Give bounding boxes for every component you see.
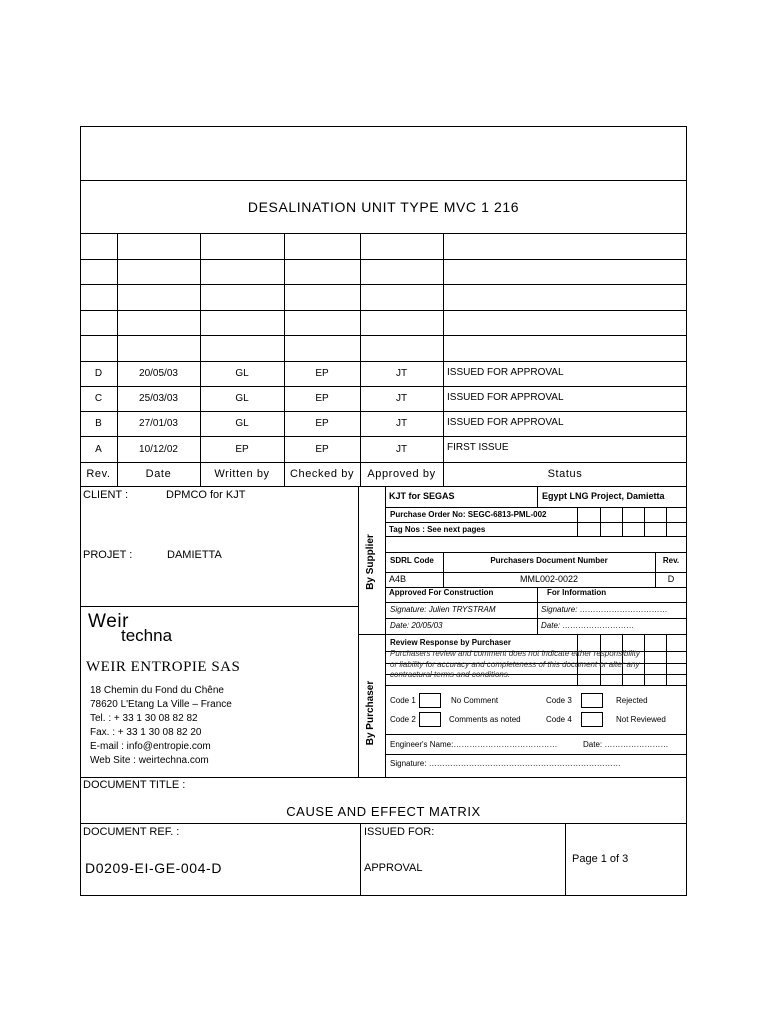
divider [385, 685, 687, 686]
client-label: CLIENT : [83, 489, 129, 501]
written-cell: GL [235, 393, 249, 404]
egypt-project-label: Egypt LNG Project, Damietta [542, 491, 665, 501]
rev-cell: D [94, 368, 103, 379]
projet-value: DAMIETTA [167, 549, 222, 561]
divider [385, 572, 687, 573]
by-purchaser-label: By Purchaser [365, 680, 376, 746]
divider [80, 823, 687, 824]
code1-label: Code 1 [390, 696, 416, 705]
address-line: 18 Chemin du Fond du Chêne [90, 685, 224, 696]
approved-for-construction-label: Approved For Construction [389, 588, 494, 597]
status-cell: ISSUED FOR APPROVAL [447, 367, 564, 378]
divider [537, 587, 538, 634]
divider [443, 233, 444, 486]
divider [80, 386, 687, 387]
logo-techna: techna [121, 626, 173, 645]
client-value: DPMCO for KJT [166, 489, 246, 501]
signature-information: Signature: …………………………… [541, 605, 668, 614]
divider [358, 634, 687, 635]
divider [80, 335, 687, 336]
issued-for-label: ISSUED FOR: [364, 826, 435, 838]
engineer-date-line: Date: …………………… [583, 740, 669, 749]
review-disclaimer-line: contractural terms and conditions. [390, 670, 511, 679]
date-cell: 25/03/03 [139, 393, 178, 404]
divider [80, 436, 687, 437]
divider [80, 486, 687, 487]
divider [80, 259, 687, 260]
document-title: CAUSE AND EFFECT MATRIX [286, 804, 481, 819]
company-name: WEIR ENTROPIE SAS [86, 659, 241, 675]
divider [360, 823, 361, 895]
purchasers-document-value: MML002-0022 [519, 574, 579, 584]
divider [385, 602, 687, 603]
divider [80, 361, 687, 362]
date-information: Date: ……………………… [541, 621, 635, 630]
divider [385, 552, 687, 553]
divider [80, 310, 687, 311]
header-checked: Checked by [289, 468, 355, 480]
sdrl-code-header: SDRL Code [390, 556, 434, 565]
sdrl-code-value: A4B [389, 574, 407, 584]
divider [666, 507, 667, 536]
divider [80, 180, 687, 181]
document-ref: D0209-EI-GE-004-D [85, 860, 223, 876]
issued-for-value: APPROVAL [364, 862, 423, 874]
purchasers-document-header: Purchasers Document Number [490, 556, 608, 565]
purchase-order-label: Purchase Order No: SEGC-6813-PML-002 [390, 510, 547, 519]
divider [565, 823, 566, 895]
divider [80, 233, 687, 234]
divider [577, 507, 578, 536]
divider [385, 754, 687, 755]
date-supplier: Date: 20/05/03 [390, 621, 443, 630]
divider [600, 507, 601, 536]
status-cell: ISSUED FOR APPROVAL [447, 392, 564, 403]
date-cell: 27/01/03 [139, 418, 178, 429]
page-number: Page 1 of 3 [572, 853, 629, 865]
date-cell: 10/12/02 [139, 444, 178, 455]
address-line: Tel. : + 33 1 30 08 82 82 [90, 713, 198, 724]
document-title-label: DOCUMENT TITLE : [83, 779, 186, 791]
rejected-label: Rejected [616, 696, 648, 705]
checked-cell: EP [315, 368, 329, 379]
rev-cell: A [95, 444, 102, 455]
document-ref-label: DOCUMENT REF. : [83, 826, 180, 838]
header-rev: Rev. [86, 468, 111, 480]
logo-weir: Weir [88, 611, 130, 632]
code3-checkbox[interactable] [581, 693, 603, 708]
checked-cell: EP [315, 393, 329, 404]
rev-cell: C [94, 393, 103, 404]
address-line: E-mail : info@entropie.com [90, 741, 211, 752]
rev-cell: B [95, 418, 102, 429]
address-line: 78620 L'Etang La Ville – France [90, 699, 232, 710]
divider [385, 522, 687, 523]
divider [80, 777, 687, 778]
divider [385, 507, 687, 508]
divider [385, 536, 687, 537]
signature-supplier: Signature: Julien TRYSTRAM [390, 605, 496, 614]
rev-value: D [667, 574, 675, 584]
header-status: Status [547, 468, 583, 480]
header-approved: Approved by [367, 468, 436, 480]
divider [644, 507, 645, 536]
kjt-label: KJT for SEGAS [389, 491, 455, 501]
header-written: Written by [214, 468, 270, 480]
status-cell: ISSUED FOR APPROVAL [447, 417, 564, 428]
main-title: DESALINATION UNIT TYPE MVC 1 216 [247, 199, 520, 215]
comments-noted-label: Comments as noted [449, 715, 521, 724]
divider [385, 618, 687, 619]
by-supplier-label: By Supplier [365, 534, 376, 590]
written-cell: GL [235, 418, 249, 429]
tag-nos-label: Tag Nos : See next pages [389, 525, 486, 534]
code2-label: Code 2 [390, 715, 416, 724]
code4-label: Code 4 [546, 715, 572, 724]
code2-checkbox[interactable] [419, 712, 441, 727]
no-comment-label: No Comment [451, 696, 499, 705]
review-disclaimer-line: Purchasers review and comment does not indicate either responsibility [390, 649, 640, 658]
divider [80, 462, 687, 463]
for-information-label: For Information [547, 588, 607, 597]
divider [80, 606, 358, 607]
divider [358, 486, 359, 777]
checked-cell: EP [315, 418, 329, 429]
written-cell: EP [235, 444, 249, 455]
header-date: Date [145, 468, 172, 480]
approved-cell: JT [395, 418, 408, 429]
divider [537, 486, 538, 507]
review-disclaimer-line: or liability for accuracy and completeness of this document or alter any [390, 660, 640, 669]
projet-label: PROJET : [83, 549, 133, 561]
divider [385, 734, 687, 735]
purchaser-signature-line: Signature: ……………………………………………………………… [390, 759, 621, 768]
rev-header: Rev. [662, 556, 680, 565]
approved-cell: JT [395, 444, 408, 455]
divider [622, 507, 623, 536]
checked-cell: EP [315, 444, 329, 455]
address-line: Web Site : weirtechna.com [90, 755, 209, 766]
divider [80, 284, 687, 285]
code3-label: Code 3 [546, 696, 572, 705]
approved-cell: JT [395, 368, 408, 379]
divider [644, 634, 645, 685]
review-response-title: Review Response by Purchaser [390, 638, 511, 647]
engineer-name-line: Engineer's Name:………………………………… [390, 740, 558, 749]
not-reviewed-label: Not Reviewed [616, 715, 666, 724]
approved-cell: JT [395, 393, 408, 404]
code4-checkbox[interactable] [581, 712, 603, 727]
address-line: Fax. : + 33 1 30 08 82 20 [90, 727, 202, 738]
date-cell: 20/05/03 [139, 368, 178, 379]
status-cell: FIRST ISSUE [447, 442, 509, 453]
divider [666, 634, 667, 685]
divider [80, 411, 687, 412]
written-cell: GL [235, 368, 249, 379]
code1-checkbox[interactable] [419, 693, 441, 708]
